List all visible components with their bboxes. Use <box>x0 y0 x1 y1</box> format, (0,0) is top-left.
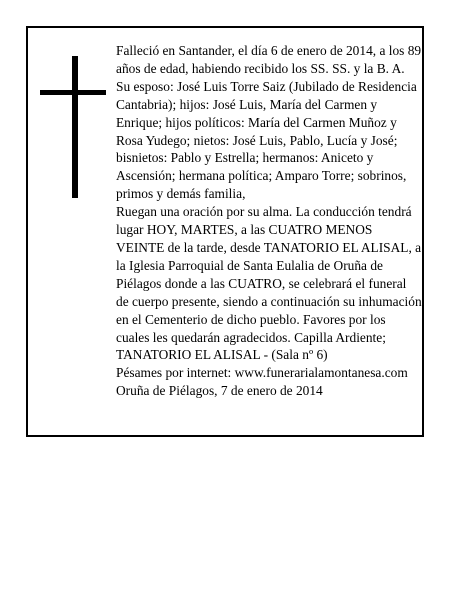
obituary-text <box>116 42 422 400</box>
obituary-notice <box>26 26 424 437</box>
cross-vertical-bar <box>72 56 78 198</box>
cross-icon <box>34 56 98 198</box>
condolences-line: Pésames por internet: www.funerarialamontanesa.com <box>116 365 408 381</box>
funeral-details: Ruegan una oración por su alma. La conducción tendrá lugar HOY, MARTES, a las CUATRO MENOS VEINTE de la tarde, desde TANATORIO EL ALISAL, a la Iglesia Parroquial de Santa Eulalia de Oruña de Piélagos donde a las CUATRO, se celebrará el funeral de cuerpo presente, siendo a continuación su inhumación en el Cementerio de dicho pueblo. Favores por los cuales les quedarán agradecidos. Capilla Ardiente; TANATORIO EL ALISAL - (Sala nº 6) <box>116 204 422 363</box>
place-date-line: Oruña de Piélagos, 7 de enero de 2014 <box>116 383 323 399</box>
cross-horizontal-bar <box>40 90 106 95</box>
family-list: Su esposo: José Luis Torre Saiz (Jubilado de Residencia Cantabria); hijos: José Luis, María del Carmen y Enrique; hijos políticos: María del Carmen Muñoz y Rosa Yudego; nietos: José Luis, Pablo, Lucía y José; bisnietos: Pablo y Estrella; hermanos: Aniceto y Ascensión; hermana política; Amparo Torre; sobrinos, primos y demás familia, <box>116 78 417 202</box>
death-announcement: Falleció en Santander, el día 6 de enero de 2014, a los 89 años de edad, habiendo recibido los SS. SS. y la B. A. <box>116 43 422 76</box>
